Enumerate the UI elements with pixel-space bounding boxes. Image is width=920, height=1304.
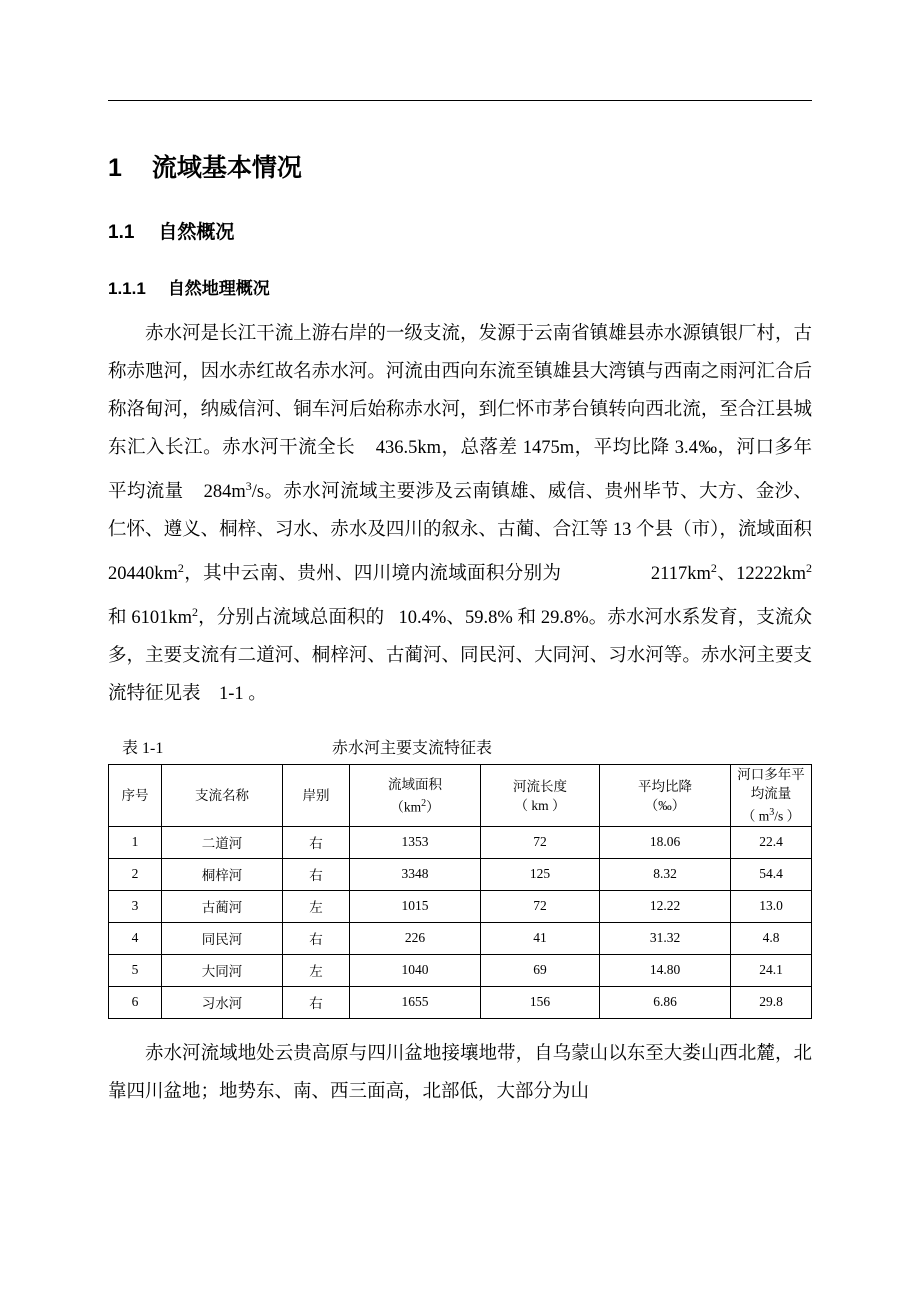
col-header-length (481, 765, 600, 827)
cell-length: 69 (481, 954, 600, 986)
par-seg-9: ，分别占流域总面积的 (198, 608, 385, 629)
cell-flow: 13.0 (731, 890, 812, 922)
col-header-name (162, 765, 283, 827)
table-row (109, 986, 812, 1018)
cell-no: 3 (109, 890, 162, 922)
heading3-text: 自然地理概况 (167, 279, 270, 298)
cell-area: 1353 (350, 826, 481, 858)
cell-slope: 12.22 (600, 890, 731, 922)
cell-slope: 8.32 (600, 858, 731, 890)
table-caption-title: 赤水河主要支流特征表 (332, 740, 493, 758)
cell-flow: 54.4 (731, 858, 812, 890)
cell-slope: 6.86 (600, 986, 731, 1018)
par-seg-2: 436.5km，总落差 1475m，平均比降 3.4‰，河口多年平均流量 (108, 438, 813, 503)
cell-no: 6 (109, 986, 162, 1018)
cell-name: 习水河 (162, 986, 283, 1018)
table-body (109, 826, 812, 1018)
col-header-flow-unit-a: （ m (741, 808, 770, 824)
cell-length: 125 (481, 858, 600, 890)
cell-area: 1655 (350, 986, 481, 1018)
col-header-slope-text: 平均比降 (638, 778, 692, 794)
heading1-text: 流域基本情况 (151, 154, 302, 182)
cell-name: 同民河 (162, 922, 283, 954)
cell-bank: 右 (283, 986, 350, 1018)
cell-flow: 24.1 (731, 954, 812, 986)
col-header-length-text: 河流长度 (513, 778, 567, 794)
par-seg-4: /s。赤水河流域主要涉及云南镇雄、威信、贵州毕节、大方、金沙、仁怀、遵义、桐梓、习水、赤水及四川的叙永、古蔺、合江等 13 个县（市），流域面积 20440km (108, 482, 813, 585)
col-header-area-unit-a: （km (390, 799, 422, 815)
cell-bank: 右 (283, 826, 350, 858)
par-seg-5: ，其中云南、贵州、四川境内流域面积分别为 (183, 564, 562, 585)
cell-length: 72 (481, 826, 600, 858)
table-row (109, 826, 812, 858)
document-content (108, 0, 812, 1111)
cell-name: 桐梓河 (162, 858, 283, 890)
col-header-area-unit-sup: 2 (421, 797, 427, 809)
par-sup-3: 3 (245, 479, 252, 493)
par-seg-6: 2117km (650, 564, 711, 585)
cell-no: 4 (109, 922, 162, 954)
cell-name: 古蔺河 (162, 890, 283, 922)
cell-no: 1 (109, 826, 162, 858)
heading1-number: 1 (108, 154, 122, 182)
cell-no: 5 (109, 954, 162, 986)
heading2-text: 自然概况 (158, 222, 235, 243)
par-sup-8: 2 (192, 605, 198, 620)
par-seg-3: 284m (203, 482, 246, 503)
cell-length: 156 (481, 986, 600, 1018)
table-row (109, 954, 812, 986)
cell-bank: 右 (283, 858, 350, 890)
table-header-row (109, 765, 812, 827)
cell-bank: 左 (283, 954, 350, 986)
col-header-area-unit (350, 794, 480, 817)
cell-name: 二道河 (162, 826, 283, 858)
cell-name: 大同河 (162, 954, 283, 986)
cell-bank: 右 (283, 922, 350, 954)
cell-slope: 14.80 (600, 954, 731, 986)
par-seg-8: 和 6101km (108, 608, 192, 629)
col-header-bank-text: 岸别 (302, 788, 330, 804)
table-row (109, 890, 812, 922)
col-header-length-unit: （ km ） (514, 797, 566, 813)
tributary-characteristics-table (108, 764, 812, 1019)
col-header-area-text: 流域面积 (388, 776, 442, 792)
cell-flow: 22.4 (731, 826, 812, 858)
section-heading-1-1-1 (108, 274, 812, 299)
cell-area: 3348 (350, 858, 481, 890)
col-header-flow-unit-sup: 3 (769, 807, 775, 819)
heading2-number: 1.1 (108, 222, 135, 243)
col-header-slope (600, 765, 731, 827)
par-seg-11: 1-1 。 (219, 684, 267, 705)
table-head (109, 765, 812, 827)
cell-flow: 29.8 (731, 986, 812, 1018)
page-title (108, 148, 812, 184)
heading3-number: 1.1.1 (108, 279, 146, 298)
par-sup-7: 2 (806, 561, 812, 576)
par-sup-6: 2 (710, 561, 717, 576)
par-seg-1: 赤水河是长江干流上游右岸的一级支流，发源于云南省镇雄县赤水源镇银厂村，古称赤虺河，因水赤红故名赤水河。河流由西向东流至镇雄县大湾镇与西南之雨河汇合后称洛甸河，纳威信河、铜车河后始称赤水河，到仁怀市茅台镇转向西北流，至合江县城东汇入长江。赤水河干流全长 (108, 324, 812, 458)
col-header-slope-unit: （‰） (644, 797, 686, 813)
cell-no: 2 (109, 858, 162, 890)
col-header-flow (731, 765, 812, 827)
par-sup-4: 2 (177, 561, 184, 576)
cell-slope: 31.32 (600, 922, 731, 954)
col-header-flow-unit-b: /s ） (774, 808, 801, 824)
col-header-flow-text: 河口多年平均流量 (737, 767, 805, 802)
cell-length: 72 (481, 890, 600, 922)
cell-area: 1015 (350, 890, 481, 922)
table-caption (108, 735, 812, 758)
header-rule (108, 100, 812, 101)
par-seg-10: 10.4%、59.8% 和 29.8%。赤水河水系发育，支流众多，主要支流有二道河、桐梓河、古蔺河、同民河、大同河、习水河等。赤水河主要支流特征见表 (108, 608, 813, 705)
cell-slope: 18.06 (600, 826, 731, 858)
col-header-flow-unit (731, 803, 811, 826)
paragraph-overview (108, 315, 812, 713)
cell-area: 1040 (350, 954, 481, 986)
table-row (109, 858, 812, 890)
cell-length: 41 (481, 922, 600, 954)
table-caption-label: 表 1-1 (122, 740, 164, 758)
table-row (109, 922, 812, 954)
col-header-area-unit-b: ） (426, 799, 440, 815)
col-header-no (109, 765, 162, 827)
par-seg-7: 、12222km (716, 564, 806, 585)
col-header-no-text: 序号 (121, 788, 149, 804)
cell-area: 226 (350, 922, 481, 954)
paragraph-geography: 赤水河流域地处云贵高原与四川盆地接壤地带，自乌蒙山以东至大娄山西北麓，北靠四川盆地；地势东、南、西三面高，北部低，大部分为山 (108, 1043, 812, 1102)
cell-bank: 左 (283, 890, 350, 922)
col-header-area (350, 765, 481, 827)
cell-flow: 4.8 (731, 922, 812, 954)
col-header-name-text: 支流名称 (195, 788, 249, 804)
section-heading-1-1 (108, 217, 812, 244)
col-header-bank (283, 765, 350, 827)
